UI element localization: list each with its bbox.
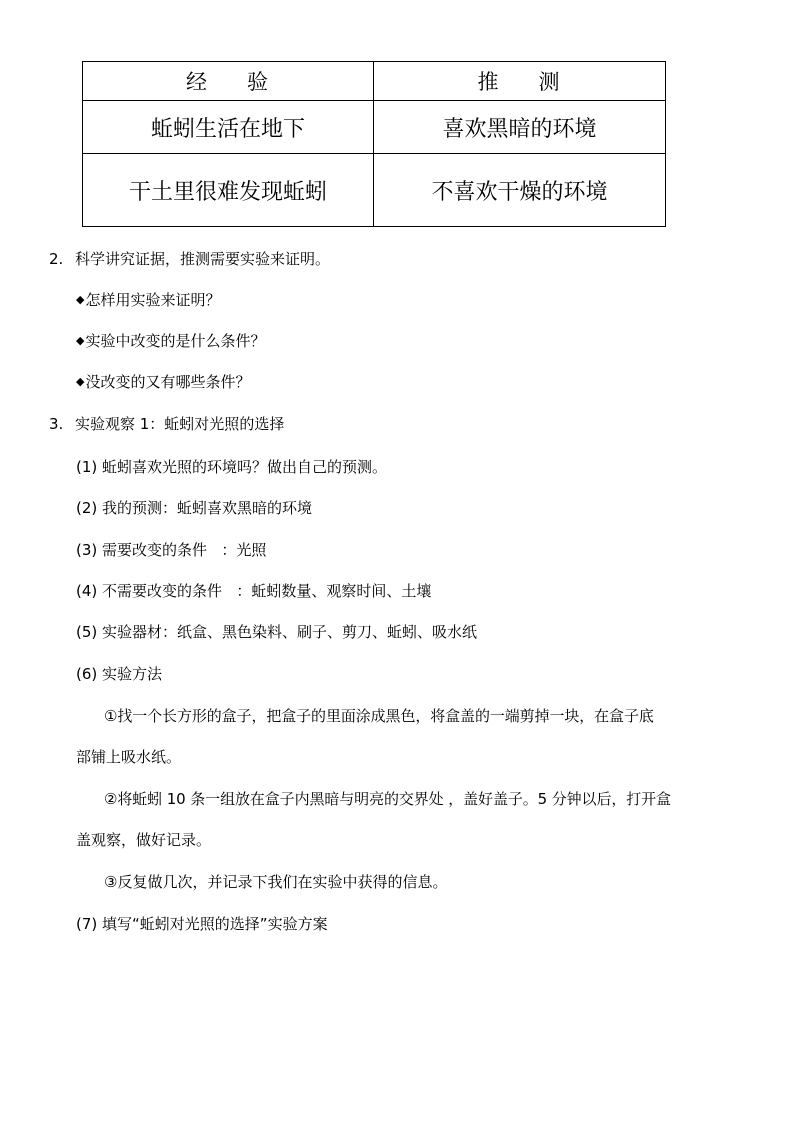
diamond-bullet-icon: ◆ [76, 375, 85, 388]
item-text: 填写“蚯蚓对光照的选择”实验方案 [102, 915, 328, 933]
header-inference-char2: 测 [538, 70, 562, 94]
list-item [76, 331, 265, 351]
list-item [76, 622, 477, 642]
bullet-text: 怎样用实验来证明？ [85, 291, 221, 309]
item-number: (6) [76, 665, 98, 683]
list-item [76, 664, 162, 684]
bullet-text: 没改变的又有哪些条件？ [85, 373, 251, 391]
method-step1-line2: 部铺上吸水纸。 [76, 748, 182, 766]
item-text: 需要改变的条件 ：光照 [102, 541, 267, 559]
list-item [76, 540, 266, 560]
section3-heading [49, 414, 284, 434]
table-row [83, 101, 666, 154]
item-text: 实验器材：纸盒、黑色染料、刷子、剪刀、蚯蚓、吸水纸 [102, 623, 478, 641]
table-cell-inference: 喜欢黑暗的环境 [374, 101, 666, 154]
list-item [76, 914, 328, 934]
section2-number: 2. [49, 250, 64, 268]
section2-heading [49, 249, 330, 269]
header-inference [374, 62, 666, 101]
section3-number: 3. [49, 415, 64, 433]
table-row [83, 154, 666, 227]
table-cell-inference: 不喜欢干燥的环境 [374, 154, 666, 227]
item-number: (2) [76, 499, 98, 517]
method-step2-line2: 盖观察，做好记录。 [76, 831, 212, 849]
item-number: (7) [76, 915, 98, 933]
method-step3: ③反复做几次，并记录下我们在实验中获得的信息。 [104, 873, 448, 891]
list-item [76, 581, 431, 601]
list-item [76, 457, 387, 477]
item-text: 蚯蚓喜欢光照的环境吗？做出自己的预测。 [102, 458, 388, 476]
header-inference-char1: 推 [477, 70, 501, 94]
table-header-row [83, 62, 666, 101]
header-experience-char1: 经 [186, 70, 209, 94]
item-number: (5) [76, 623, 98, 641]
header-experience [83, 62, 374, 101]
method-step2-line1: ②将蚯蚓 10 条一组放在盒子内黑暗与明亮的交界处 ，盖好盖子。5 分钟以后，打开盒 [104, 790, 671, 808]
experience-inference-table [82, 61, 666, 227]
table-cell-experience: 蚯蚓生活在地下 [83, 101, 374, 154]
section2-title: 科学讲究证据，推测需要实验来证明。 [75, 250, 331, 268]
item-number: (4) [76, 582, 98, 600]
section3-title: 实验观察 1：蚯蚓对光照的选择 [75, 415, 285, 433]
item-text: 不需要改变的条件 ：蚯蚓数量、观察时间、土壤 [102, 582, 432, 600]
method-step1-line1: ①找一个长方形的盒子，把盒子的里面涂成黑色，将盒盖的一端剪掉一块，在盒子底 [104, 707, 654, 725]
diamond-bullet-icon: ◆ [76, 293, 85, 306]
item-text: 实验方法 [102, 665, 163, 683]
list-item [76, 290, 220, 310]
header-experience-char2: 验 [247, 70, 270, 94]
item-number: (1) [76, 458, 98, 476]
table-cell-experience: 干土里很难发现蚯蚓 [83, 154, 374, 227]
list-item [76, 498, 312, 518]
list-item [76, 372, 250, 392]
item-text: 我的预测：蚯蚓喜欢黑暗的环境 [102, 499, 313, 517]
item-number: (3) [76, 541, 98, 559]
bullet-text: 实验中改变的是什么条件？ [85, 332, 266, 350]
diamond-bullet-icon: ◆ [76, 334, 85, 347]
